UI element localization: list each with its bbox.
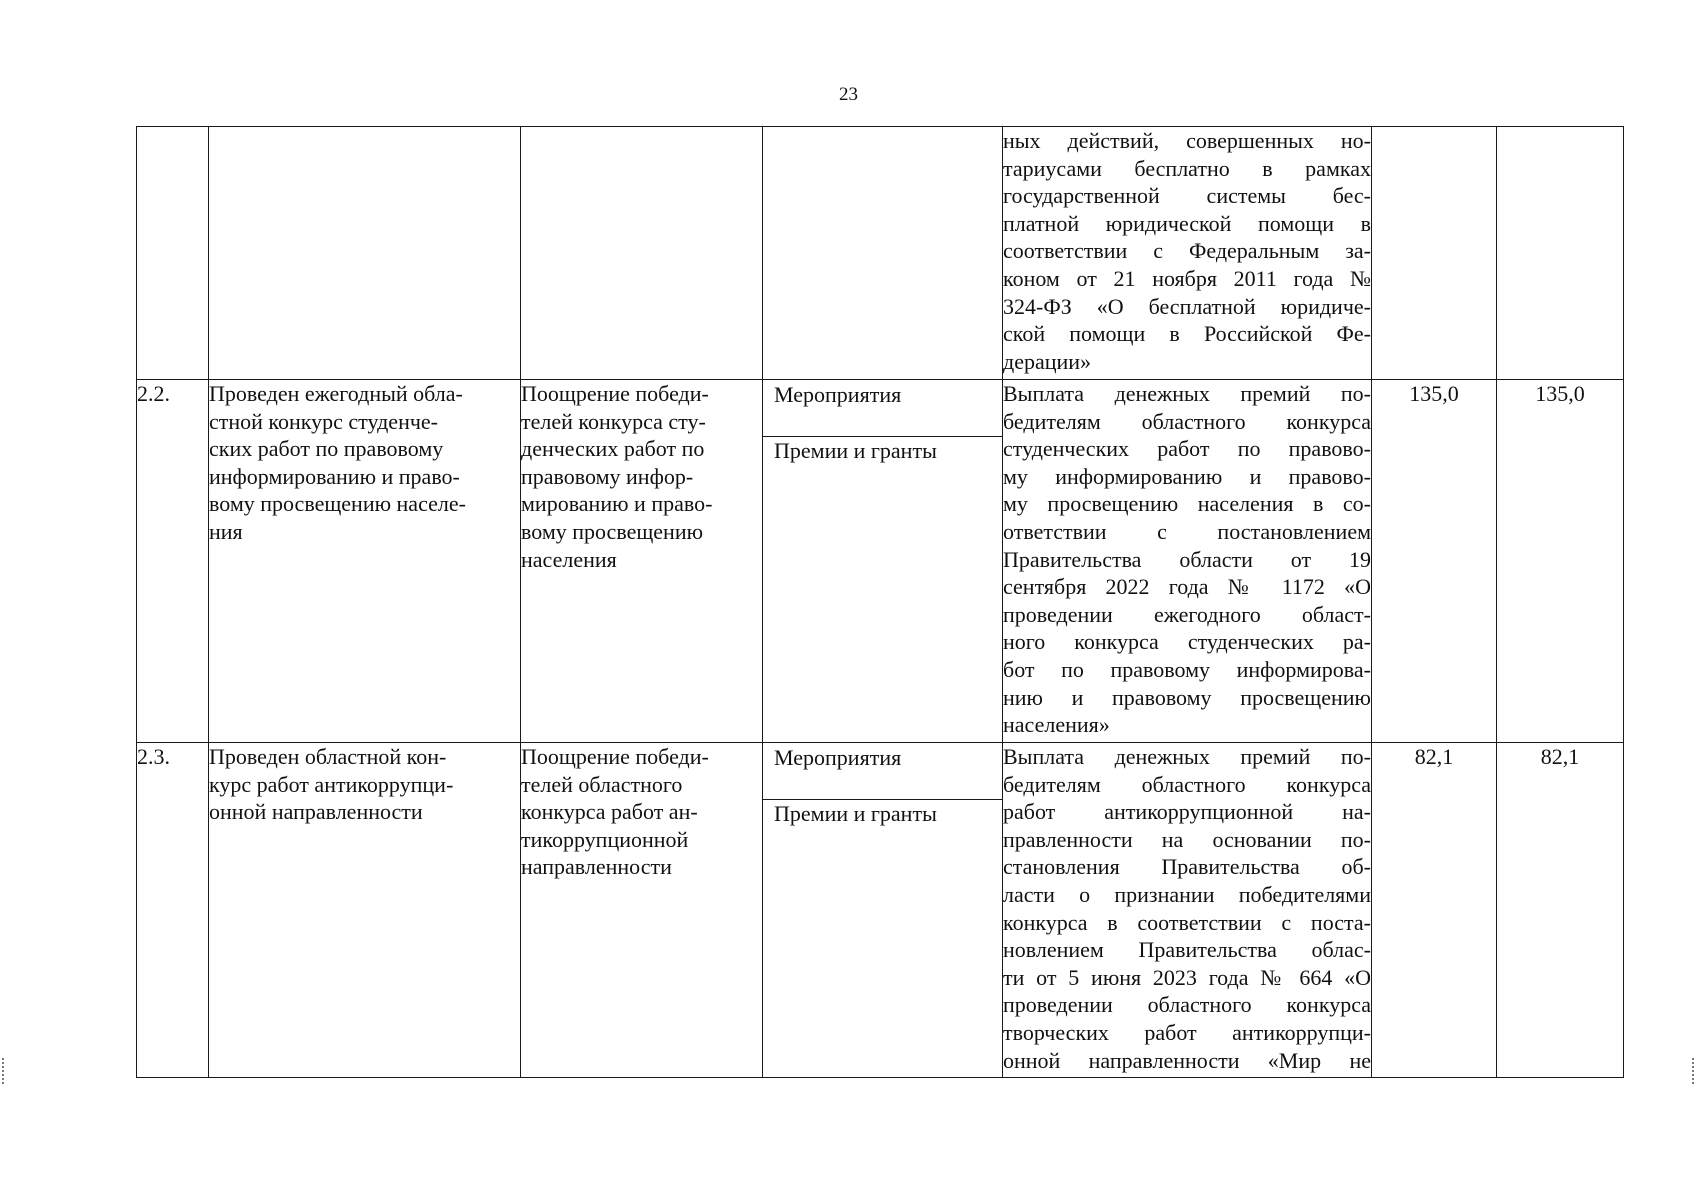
- result-line: информированию и право-: [209, 463, 460, 489]
- table-row: [137, 127, 1624, 380]
- category-cell: [763, 127, 1003, 380]
- amount-planned: [1372, 127, 1497, 380]
- page-number: 23: [839, 84, 858, 105]
- result-line: Проведен ежегодный обла-: [209, 381, 463, 406]
- description-line: Правительства области от 19: [1003, 546, 1371, 572]
- description-line: творческих работ антикоррупци-: [1003, 1019, 1371, 1045]
- description-line: становления Правительства об-: [1003, 854, 1371, 880]
- result-cell: [209, 743, 521, 1078]
- amount-actual: 135,0: [1497, 380, 1624, 743]
- scan-margin-mark-right: [1692, 1058, 1696, 1084]
- description-line: ных действий, совершенных но-: [1003, 128, 1371, 153]
- description-line: ти от 5 июня 2023 года № 664 «О: [1003, 964, 1371, 990]
- description-line: онной направленности «Мир не: [1003, 1047, 1371, 1073]
- description-cell: [1003, 743, 1372, 1078]
- event-cell: [521, 743, 763, 1078]
- description-line: бот по правовому информирова-: [1003, 656, 1371, 682]
- description-line: ответствии с постановлением: [1003, 518, 1371, 544]
- result-line: стной конкурс студенче-: [209, 408, 439, 434]
- result-cell: [209, 127, 521, 380]
- event-line: Поощрение победи-: [521, 744, 709, 769]
- description-line: соответствии с Федеральным за-: [1003, 238, 1371, 264]
- result-line: ских работ по правовому: [209, 436, 444, 462]
- event-cell: [521, 380, 763, 743]
- description-line: му информированию и правово-: [1003, 463, 1371, 489]
- description-line: му просвещению населения в со-: [1003, 491, 1371, 517]
- event-cell: [521, 127, 763, 380]
- event-line: правовому инфор-: [521, 463, 694, 489]
- description-line: бедителям областного конкурса: [1003, 408, 1371, 434]
- description-line: сентября 2022 года № 1172 «О: [1003, 574, 1371, 600]
- description-line: ласти о признании победителями: [1003, 881, 1371, 907]
- category-bottom: Премии и гранты: [774, 801, 937, 826]
- description-line: работ антикоррупционной на-: [1003, 799, 1371, 825]
- category-bottom: Премии и гранты: [774, 438, 937, 463]
- event-line: денческих работ по: [521, 436, 705, 462]
- amount-planned: 82,1: [1372, 743, 1497, 1078]
- event-line: направленности: [521, 854, 672, 880]
- scan-margin-mark-left: [2, 1058, 6, 1084]
- description-line: нию и правовому просвещению: [1003, 684, 1371, 710]
- description-line: тариусами бесплатно в рамках: [1003, 155, 1371, 181]
- description-line: 324-ФЗ «О бесплатной юридиче-: [1003, 293, 1371, 319]
- description-line: правленности на основании по-: [1003, 826, 1371, 852]
- amount-actual: [1497, 127, 1624, 380]
- result-line: ния: [209, 518, 243, 544]
- row-number: 2.2.: [137, 380, 209, 743]
- description-line: новлением Правительства облас-: [1003, 937, 1371, 963]
- result-cell: [209, 380, 521, 743]
- category-cell: [763, 743, 1003, 1078]
- description-line: ного конкурса студенческих ра-: [1003, 629, 1371, 655]
- description-cell: [1003, 127, 1372, 380]
- description-line: конкурса в соответствии с поста-: [1003, 909, 1371, 935]
- result-line: онной направленности: [209, 799, 423, 825]
- row-number: 2.3.: [137, 743, 209, 1078]
- result-line: Проведен областной кон-: [209, 744, 447, 769]
- event-line: конкурса работ ан-: [521, 799, 698, 825]
- event-line: телей конкурса сту-: [521, 408, 706, 434]
- description-line: проведении областного конкурса: [1003, 992, 1371, 1018]
- result-line: вому просвещению населе-: [209, 491, 466, 517]
- event-line: тикоррупционной: [521, 826, 689, 852]
- category-cell: [763, 380, 1003, 743]
- plan-table: [136, 126, 1624, 1078]
- event-line: мированию и право-: [521, 491, 713, 517]
- description-line: Выплата денежных премий по-: [1003, 744, 1371, 769]
- description-cell: [1003, 380, 1372, 743]
- amount-planned: 135,0: [1372, 380, 1497, 743]
- event-line: вому просвещению: [521, 518, 704, 544]
- category-box: [763, 380, 1002, 465]
- row-number: [137, 127, 209, 380]
- result-line: курс работ антикоррупци-: [209, 771, 454, 797]
- description-line: бедителям областного конкурса: [1003, 771, 1371, 797]
- event-line: населения: [521, 546, 617, 572]
- table-row: [137, 743, 1624, 1078]
- description-line: проведении ежегодного област-: [1003, 601, 1371, 627]
- description-line: коном от 21 ноября 2011 года №: [1003, 265, 1371, 291]
- amount-actual: 82,1: [1497, 743, 1624, 1078]
- description-line: Выплата денежных премий по-: [1003, 381, 1371, 406]
- table-row: [137, 380, 1624, 743]
- event-line: телей областного: [521, 771, 683, 797]
- description-line: населения»: [1003, 712, 1110, 738]
- description-line: студенческих работ по правово-: [1003, 436, 1371, 462]
- description-line: государственной системы бес-: [1003, 183, 1371, 209]
- category-top: Мероприятия: [763, 743, 1002, 800]
- description-line: ской помощи в Российской Фе-: [1003, 321, 1371, 347]
- category-top: Мероприятия: [763, 380, 1002, 437]
- description-line: платной юридической помощи в: [1003, 210, 1371, 236]
- event-line: Поощрение победи-: [521, 381, 709, 406]
- description-line: дерации»: [1003, 348, 1092, 374]
- category-box: [763, 743, 1002, 828]
